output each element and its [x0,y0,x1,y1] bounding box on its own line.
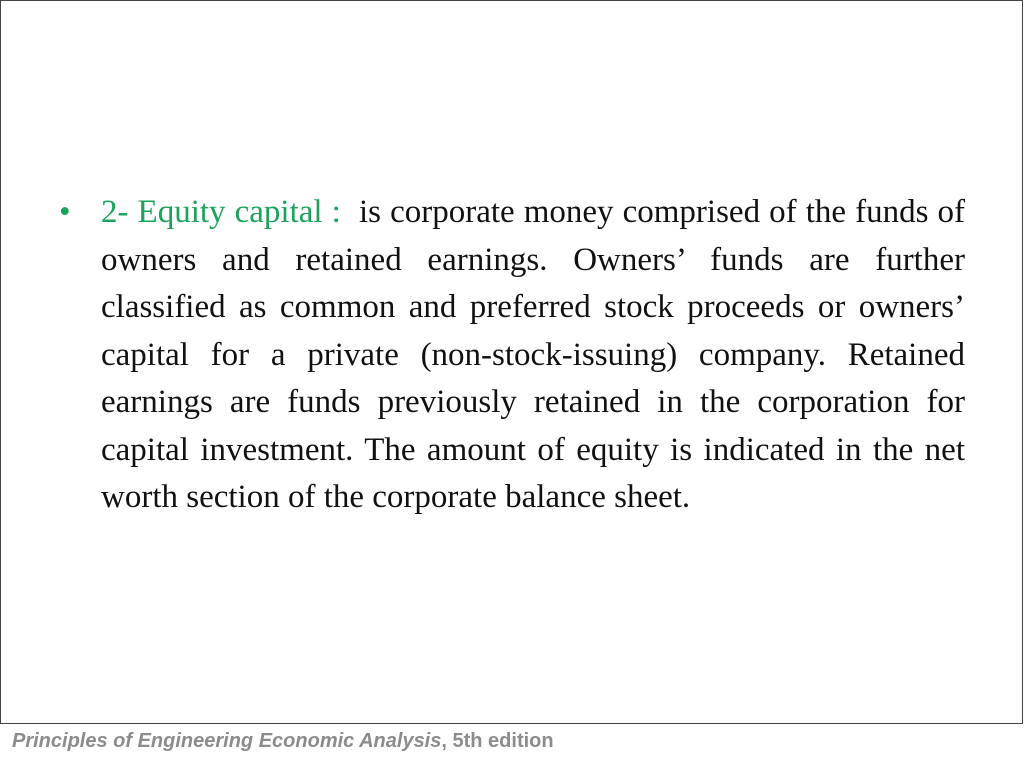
bullet-text [101,189,965,522]
definition-text: is corporate money comprised of the funds of owners and retained earnings. Owners’ funds are further classified as common and preferred stock proceeds or owners’ capital for a private (non-stock-issuing) company. Retained earnings are funds previously retained in the corporation for capital investment. The amount of equity is indicated in the net worth section of the corporate balance sheet. [101,194,965,515]
bullet-icon: • [59,194,71,230]
footer-edition: , 5th edition [441,730,554,752]
bullet-item [59,189,965,522]
term-label: 2- Equity capital : [101,194,341,230]
footer-book-title: Principles of Engineering Economic Analysis [12,730,442,752]
footer [12,730,554,753]
